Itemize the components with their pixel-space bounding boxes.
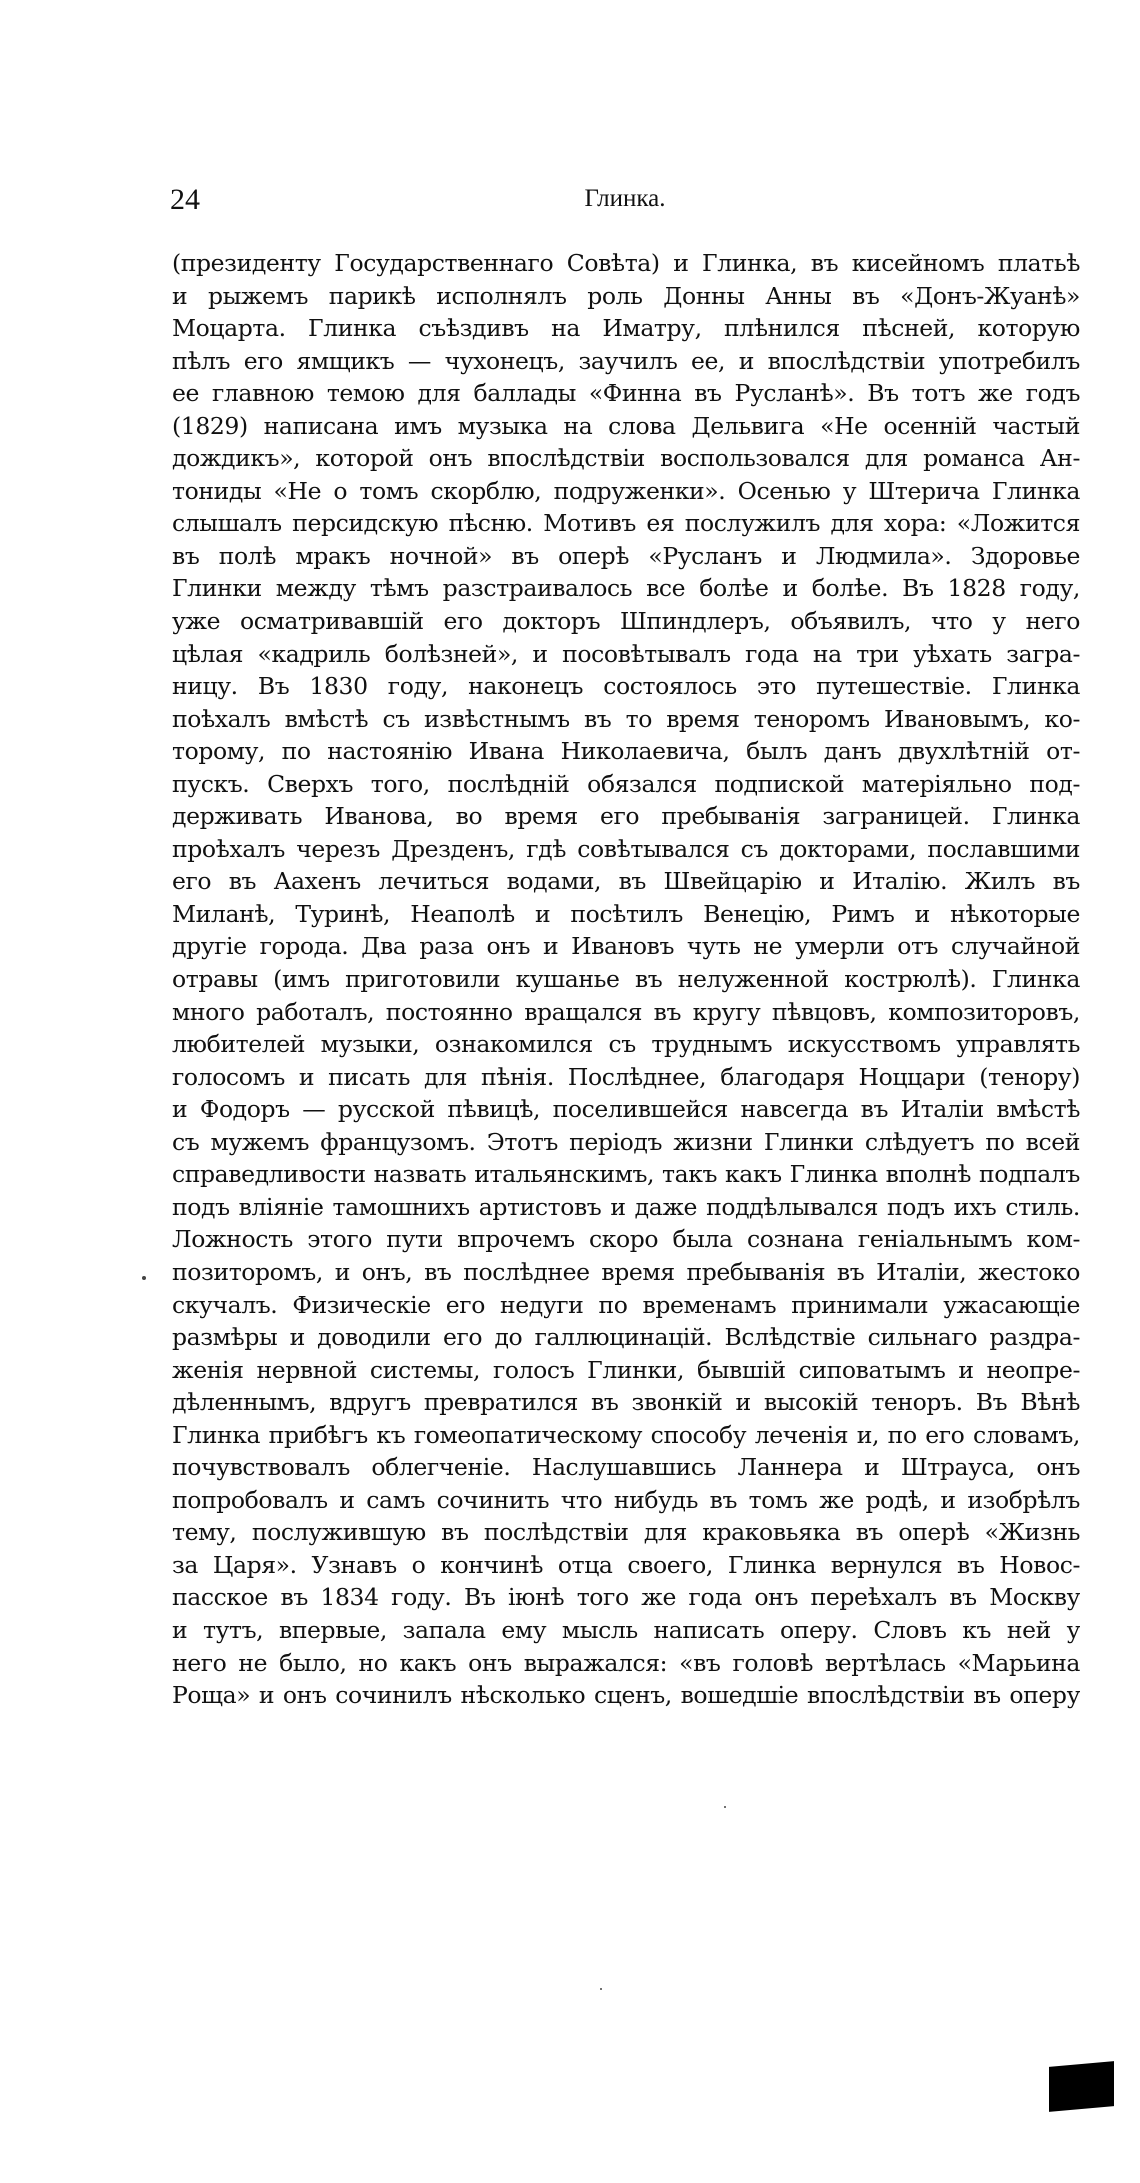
text-line: дождикъ», которой онъ впослѣдствіи воспользовался для романса Ан- bbox=[172, 444, 1080, 473]
text-line: Глинка прибѣгъ къ гомеопатическому способу леченія и, по его словамъ, bbox=[172, 1420, 1080, 1449]
text-line: ее главною темою для баллады «Финна въ Русланѣ». Въ тотъ же годъ bbox=[172, 379, 1080, 408]
text-line: ницу. Въ 1830 году, наконецъ состоялось это путешествіе. Глинка bbox=[172, 672, 1080, 701]
text-line: почувствовалъ облегченіе. Наслушавшись Ланнера и Штрауса, онъ bbox=[172, 1453, 1080, 1482]
text-line: Моцарта. Глинка съѣздивъ на Иматру, плѣнился пѣсней, которую bbox=[172, 314, 1080, 343]
text-line: цѣлая «кадриль болѣзней», и посовѣтывалъ года на три уѣхать загра- bbox=[172, 639, 1080, 668]
margin-speck bbox=[600, 1988, 602, 1990]
text-line: пускъ. Сверхъ того, послѣдній обязался подпиской матеріяльно под- bbox=[172, 769, 1080, 798]
text-line: отравы (имъ приготовили кушанье въ нелуженной кострюлѣ). Глинка bbox=[172, 965, 1080, 994]
text-line: и рыжемъ парикѣ исполнялъ роль Донны Анны въ «Донъ-Жуанѣ» bbox=[172, 281, 1080, 310]
scan-corner-mark bbox=[1049, 2061, 1114, 2112]
text-line: держивать Иванова, во время его пребыванія заграницей. Глинка bbox=[172, 802, 1080, 831]
text-line: справедливости назвать итальянскимъ, такъ какъ Глинка вполнѣ подпалъ bbox=[172, 1160, 1080, 1189]
margin-speck bbox=[142, 1276, 146, 1280]
text-line: уже осматривавшій его докторъ Шпиндлеръ, объявилъ, что у него bbox=[172, 607, 1080, 636]
text-line: проѣхалъ черезъ Дрезденъ, гдѣ совѣтывался съ докторами, пославшими bbox=[172, 834, 1080, 863]
text-line: Глинки между тѣмъ разстраивалось все болѣе и болѣе. Въ 1828 году, bbox=[172, 574, 1080, 603]
text-line: пѣлъ его ямщикъ — чухонецъ, заучилъ ее, и впослѣдствіи употребилъ bbox=[172, 346, 1080, 375]
text-line: за Царя». Узнавъ о кончинѣ отца своего, Глинка вернулся въ Новос- bbox=[172, 1550, 1080, 1579]
text-line: женія нервной системы, голосъ Глинки, бывшій сиповатымъ и неопре- bbox=[172, 1355, 1080, 1384]
text-line: скучалъ. Физическіе его недуги по временамъ принимали ужасающіе bbox=[172, 1290, 1080, 1319]
text-line: пасское въ 1834 году. Въ іюнѣ того же года онъ переѣхалъ въ Москву bbox=[172, 1583, 1080, 1612]
text-line: размѣры и доводили его до галлюцинацій. Вслѣдствіе сильнаго раздра- bbox=[172, 1323, 1080, 1352]
text-line: поѣхалъ вмѣстѣ съ извѣстнымъ въ то время теноромъ Ивановымъ, ко- bbox=[172, 704, 1080, 733]
text-line: въ полѣ мракъ ночной» въ оперѣ «Русланъ и Людмила». Здоровье bbox=[172, 541, 1080, 570]
margin-speck bbox=[724, 1806, 726, 1808]
page-number: 24 bbox=[170, 183, 200, 216]
text-line: дѣленнымъ, вдругъ превратился въ звонкій и высокій теноръ. Въ Вѣнѣ bbox=[172, 1388, 1080, 1417]
text-line: Ложность этого пути впрочемъ скоро была сознана геніальнымъ ком- bbox=[172, 1225, 1080, 1254]
text-line: тониды «Не о томъ скорблю, подруженки». Осенью у Штерича Глинка bbox=[172, 476, 1080, 505]
text-line: (президенту Государственнаго Совѣта) и Глинка, въ кисейномъ платьѣ bbox=[172, 249, 1080, 277]
text-line: попробовалъ и самъ сочинить что нибудь въ томъ же родѣ, и изобрѣлъ bbox=[172, 1485, 1080, 1514]
text-line: съ мужемъ французомъ. Этотъ періодъ жизни Глинки слѣдуетъ по всей bbox=[172, 1127, 1080, 1156]
body-text bbox=[172, 247, 1080, 1712]
text-line: торому, по настоянію Ивана Николаевича, былъ данъ двухлѣтній от- bbox=[172, 737, 1080, 766]
text-line: позиторомъ, и онъ, въ послѣднее время пребыванія въ Италіи, жестоко bbox=[172, 1257, 1080, 1286]
text-line: слышалъ персидскую пѣсню. Мотивъ ея послужилъ для хора: «Ложится bbox=[172, 509, 1080, 538]
text-line: (1829) написана имъ музыка на слова Дельвига «Не осенній частый bbox=[172, 411, 1080, 440]
text-line: и Фодоръ — русской пѣвицѣ, поселившейся навсегда въ Италіи вмѣстѣ bbox=[172, 1095, 1080, 1124]
text-line: его въ Аахенъ лечиться водами, въ Швейцарію и Италію. Жилъ въ bbox=[172, 867, 1080, 896]
text-line: Миланѣ, Туринѣ, Неаполѣ и посѣтилъ Венецію, Римъ и нѣкоторые bbox=[172, 899, 1080, 928]
text-line: подъ вліяніе тамошнихъ артистовъ и даже поддѣлывался подъ ихъ стиль. bbox=[172, 1192, 1080, 1221]
running-head: Глинка. bbox=[584, 185, 666, 212]
text-line: много работалъ, постоянно вращался въ кругу пѣвцовъ, композиторовъ, bbox=[172, 997, 1080, 1026]
text-line: любителей музыки, ознакомился съ труднымъ искусствомъ управлять bbox=[172, 1030, 1080, 1059]
text-line: него не было, но какъ онъ выражался: «въ головѣ вертѣлась «Марьина bbox=[172, 1648, 1080, 1677]
text-line: и тутъ, впервые, запала ему мысль написать оперу. Словъ къ ней у bbox=[172, 1615, 1080, 1644]
text-line: тему, послужившую въ послѣдствіи для краковьяка въ оперѣ «Жизнь bbox=[172, 1518, 1080, 1547]
text-line: голосомъ и писать для пѣнія. Послѣднее, благодаря Ноццари (тенору) bbox=[172, 1062, 1080, 1091]
text-line: Роща» и онъ сочинилъ нѣсколько сценъ, вошедшіе впослѣдствіи въ оперу bbox=[172, 1681, 1080, 1710]
text-line: другіе города. Два раза онъ и Ивановъ чуть не умерли отъ случайной bbox=[172, 932, 1080, 961]
